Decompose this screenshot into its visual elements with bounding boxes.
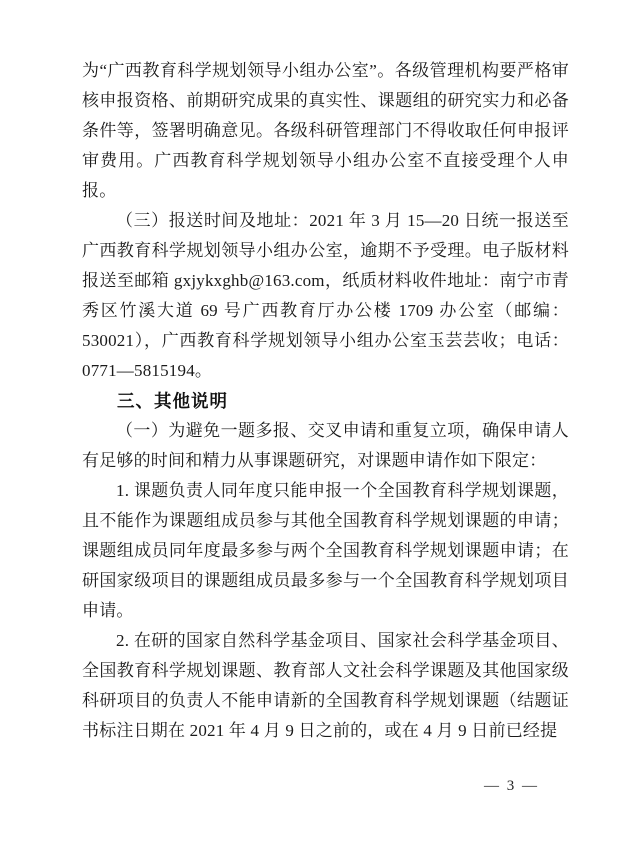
paragraph-submission-time-and-address: （三）报送时间及地址：2021 年 3 月 15—20 日统一报送至广西教育科学规划领导小组办公室，逾期不予受理。电子版材料报送至邮箱 gxjykxghb@163.com，纸质材料收件地址：南宁市青秀区竹溪大道 69 号广西教育厅办公楼 1709 办公室（邮编：530021），广西教育科学规划领导小组办公室玉芸芸收；电话：0771—5815194。 [82, 211, 569, 380]
paragraph-application-restrictions-intro: （一）为避免一题多报、交叉申请和重复立项，确保申请人有足够的时间和精力从事课题研究，对课题申请作如下限定： [82, 421, 569, 470]
section-heading-other-notes: 三、其他说明 [117, 391, 228, 411]
paragraph-management-review-requirements: 为“广西教育科学规划领导小组办公室”。各级管理机构要严格审核申报资格、前期研究成果的真实性、课题组的研究实力和必备条件等，签署明确意见。各级科研管理部门不得收取任何申报评审费用。广西教育科学规划领导小组办公室不直接受理个人申报。 [82, 61, 569, 200]
page-number: — 3 — [484, 778, 539, 794]
paragraph-rule-2-ongoing-project-restriction: 2. 在研的国家自然科学基金项目、国家社会科学基金项目、全国教育科学规划课题、教育部人文社会科学课题及其他国家级科研项目的负责人不能申请新的全国教育科学规划课题（结题证书标注日期在 2021 年 4 月 9 日之前的，或在 4 月 9 日前已经提 [82, 631, 569, 740]
document-body [82, 56, 569, 746]
paragraph-rule-1-single-application-limit: 1. 课题负责人同年度只能申报一个全国教育科学规划课题，且不能作为课题组成员参与其他全国教育科学规划课题的申请；课题组成员同年度最多参与两个全国教育科学规划课题申请；在研国家级项目的课题组成员最多参与一个全国教育科学规划项目申请。 [82, 481, 569, 620]
